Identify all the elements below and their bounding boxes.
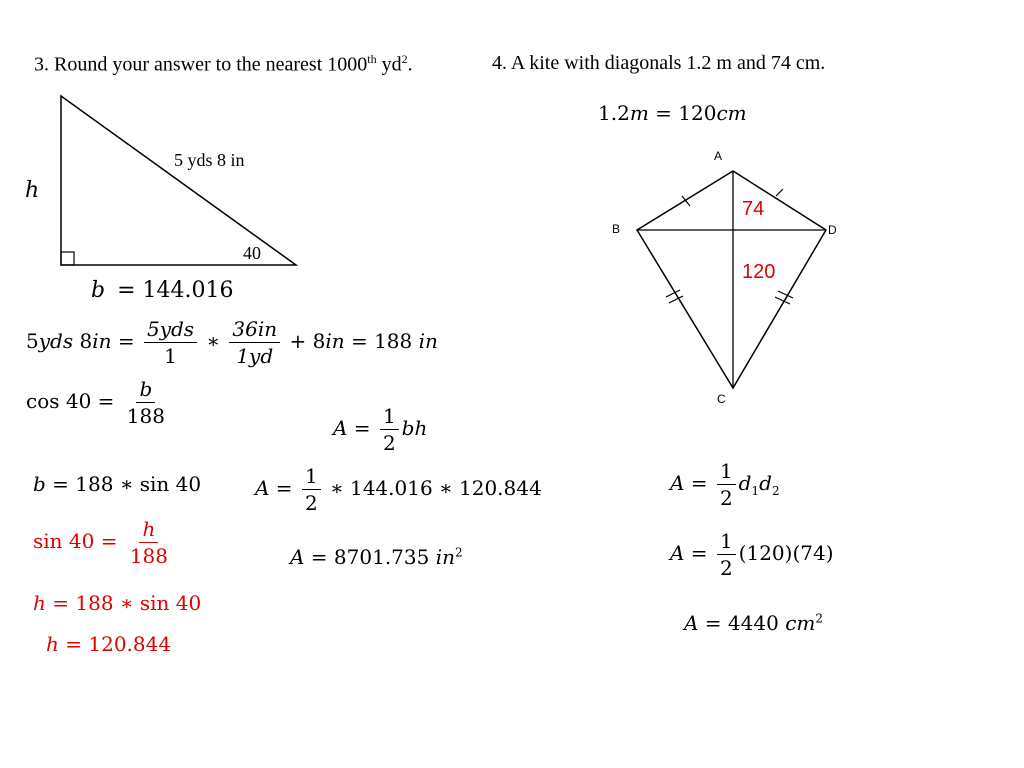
kite-area-formula: A = $\frac{1}{2}$ $d_1d_2$ [670, 459, 780, 510]
angle-label: 40 [243, 243, 261, 263]
problem-4-prompt: 4. A kite with diagonals 1.2 m and 74 cm. [492, 52, 826, 74]
base-label: b = 144.016 [91, 278, 234, 303]
conversion-equation: 5yds 8in = $\frac{\text{5yds}}{1}$ ∗ $\frac{36in}{1yd}$ + 8in = 188 in [26, 317, 438, 368]
problem-3-prompt: 3. Round your answer to the nearest 1000th $yd^2$. [34, 52, 413, 76]
kite-area-result: A = 4440 $cm^2$ [684, 611, 823, 635]
hypotenuse-label: 5 yds 8 in [174, 150, 245, 170]
height-equation-2: h = 120.844 [46, 632, 172, 656]
kite-figure [637, 171, 826, 388]
diagonal-120-label: 120 [742, 261, 776, 283]
area-formula: A = $\frac{1}{2}$ bh [333, 404, 428, 455]
diagonal-74-label: 74 [742, 198, 765, 220]
base-equation: b = 188 ∗ sin 40 [33, 472, 202, 496]
area-substitution: A = $\frac{1}{2}$ ∗ 144.016 ∗ 120.844 [255, 464, 542, 515]
tick-ad [776, 189, 783, 196]
height-label: h [25, 178, 40, 203]
double-tick-dc-1 [778, 291, 793, 298]
kite-conversion: 1.2m = 120cm [598, 101, 747, 125]
sin-equation: sin 40 = $\frac{h}{188}$ [33, 517, 169, 568]
vertex-a-label: A [714, 149, 723, 163]
vertex-c-label: C [717, 392, 726, 406]
area-result: A = 8701.735 $in^2$ [290, 545, 463, 569]
cos-equation: cos 40 = $\frac{b}{188}$ [26, 377, 165, 428]
vertex-d-label: D [828, 223, 837, 237]
vertex-b-label: B [612, 222, 621, 236]
height-equation-1: h = 188 ∗ sin 40 [33, 591, 202, 615]
right-triangle [61, 96, 296, 265]
kite-area-substitution: A = $\frac{1}{2}$ (120)(74) [670, 529, 834, 580]
right-angle-marker [61, 252, 74, 265]
